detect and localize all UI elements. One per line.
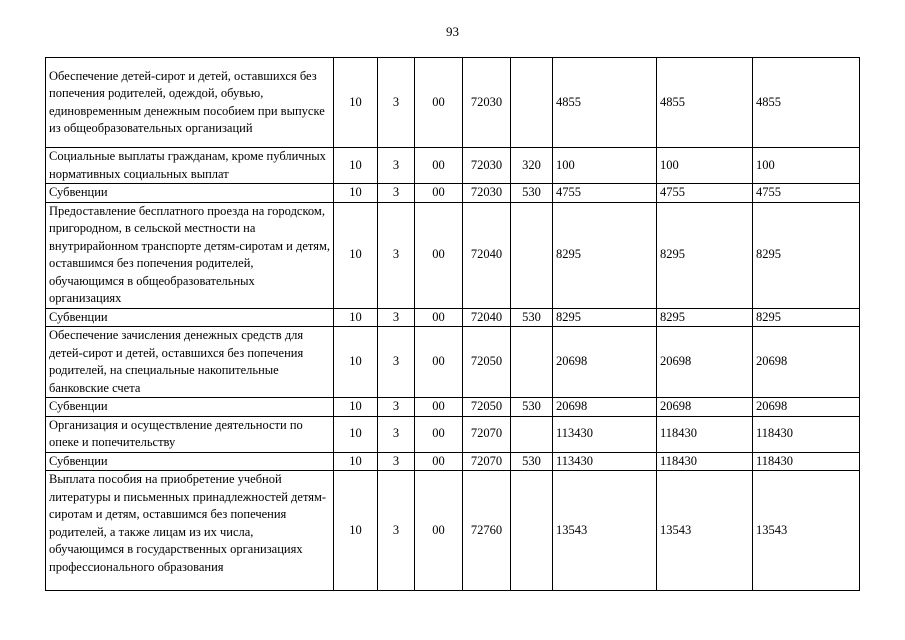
table-row	[46, 58, 860, 148]
section-code-cell: 10	[334, 148, 378, 184]
table-row	[46, 308, 860, 327]
section-code-cell: 10	[334, 327, 378, 398]
subsection-code-cell: 3	[378, 58, 415, 148]
amount-cell-3: 8295	[753, 308, 860, 327]
row-name-cell: Выплата пособия на приобретение учебной литературы и письменных принадлежностей детям-сиротам и детям, оставшимся без попечения родителей, а также лицам из их числа, обучающимся в государственных организациях профессионального образования	[46, 471, 334, 591]
amount-cell-3: 118430	[753, 452, 860, 471]
target-code-cell: 72030	[463, 148, 511, 184]
section-code-cell: 10	[334, 416, 378, 452]
amount-cell-1: 20698	[553, 398, 657, 417]
amount-cell-3: 100	[753, 148, 860, 184]
row-name-cell: Предоставление бесплатного проезда на городском, пригородном, в сельской местности на внутрирайонном транспорте детям-сиротам и детям, оставшимся без попечения родителей, обучающимся в общеобразовательных организациях	[46, 202, 334, 308]
row-name-cell: Социальные выплаты гражданам, кроме публичных нормативных социальных выплат	[46, 148, 334, 184]
row-name-cell: Субвенции	[46, 452, 334, 471]
amount-cell-3: 20698	[753, 398, 860, 417]
amount-cell-3: 4755	[753, 184, 860, 203]
program-code-cell: 00	[415, 327, 463, 398]
row-name-cell: Субвенции	[46, 398, 334, 417]
amount-cell-1: 8295	[553, 202, 657, 308]
amount-cell-3: 118430	[753, 416, 860, 452]
section-code-cell: 10	[334, 184, 378, 203]
target-code-cell: 72040	[463, 308, 511, 327]
table-row	[46, 184, 860, 203]
row-name-cell: Субвенции	[46, 184, 334, 203]
table-row	[46, 398, 860, 417]
amount-cell-1: 100	[553, 148, 657, 184]
program-code-cell: 00	[415, 471, 463, 591]
program-code-cell: 00	[415, 398, 463, 417]
expense-kind-cell	[511, 416, 553, 452]
amount-cell-2: 8295	[657, 308, 753, 327]
subsection-code-cell: 3	[378, 416, 415, 452]
target-code-cell: 72030	[463, 184, 511, 203]
table-row	[46, 327, 860, 398]
target-code-cell: 72030	[463, 58, 511, 148]
row-name-cell: Обеспечение детей-сирот и детей, оставшихся без попечения родителей, одеждой, обувью, единовременным денежным пособием при выпуске из общеобразовательных организаций	[46, 58, 334, 148]
target-code-cell: 72050	[463, 398, 511, 417]
row-name-cell: Субвенции	[46, 308, 334, 327]
amount-cell-3: 4855	[753, 58, 860, 148]
program-code-cell: 00	[415, 184, 463, 203]
amount-cell-3: 8295	[753, 202, 860, 308]
target-code-cell: 72040	[463, 202, 511, 308]
expense-kind-cell: 530	[511, 452, 553, 471]
row-name-cell: Организация и осуществление деятельности по опеке и попечительству	[46, 416, 334, 452]
table-row	[46, 471, 860, 591]
amount-cell-1: 4855	[553, 58, 657, 148]
section-code-cell: 10	[334, 202, 378, 308]
amount-cell-3: 20698	[753, 327, 860, 398]
table-row	[46, 148, 860, 184]
program-code-cell: 00	[415, 308, 463, 327]
amount-cell-2: 20698	[657, 327, 753, 398]
expense-kind-cell: 530	[511, 308, 553, 327]
program-code-cell: 00	[415, 58, 463, 148]
table-row	[46, 416, 860, 452]
amount-cell-2: 4755	[657, 184, 753, 203]
row-name-cell: Обеспечение зачисления денежных средств для детей-сирот и детей, оставшихся без попечения родителей, на специальные накопительные банковские счета	[46, 327, 334, 398]
subsection-code-cell: 3	[378, 148, 415, 184]
expense-kind-cell	[511, 471, 553, 591]
subsection-code-cell: 3	[378, 327, 415, 398]
table-row	[46, 452, 860, 471]
amount-cell-2: 100	[657, 148, 753, 184]
expense-kind-cell	[511, 327, 553, 398]
subsection-code-cell: 3	[378, 471, 415, 591]
subsection-code-cell: 3	[378, 398, 415, 417]
program-code-cell: 00	[415, 452, 463, 471]
amount-cell-2: 8295	[657, 202, 753, 308]
amount-cell-2: 13543	[657, 471, 753, 591]
table-row	[46, 202, 860, 308]
section-code-cell: 10	[334, 398, 378, 417]
amount-cell-1: 13543	[553, 471, 657, 591]
subsection-code-cell: 3	[378, 308, 415, 327]
amount-cell-2: 20698	[657, 398, 753, 417]
amount-cell-1: 113430	[553, 416, 657, 452]
budget-table	[45, 57, 860, 591]
section-code-cell: 10	[334, 308, 378, 327]
amount-cell-1: 8295	[553, 308, 657, 327]
amount-cell-3: 13543	[753, 471, 860, 591]
target-code-cell: 72050	[463, 327, 511, 398]
section-code-cell: 10	[334, 452, 378, 471]
target-code-cell: 72070	[463, 416, 511, 452]
expense-kind-cell	[511, 202, 553, 308]
amount-cell-2: 118430	[657, 416, 753, 452]
amount-cell-2: 118430	[657, 452, 753, 471]
amount-cell-1: 4755	[553, 184, 657, 203]
amount-cell-1: 113430	[553, 452, 657, 471]
subsection-code-cell: 3	[378, 202, 415, 308]
expense-kind-cell: 320	[511, 148, 553, 184]
amount-cell-2: 4855	[657, 58, 753, 148]
expense-kind-cell: 530	[511, 184, 553, 203]
program-code-cell: 00	[415, 202, 463, 308]
section-code-cell: 10	[334, 58, 378, 148]
expense-kind-cell	[511, 58, 553, 148]
target-code-cell: 72760	[463, 471, 511, 591]
program-code-cell: 00	[415, 148, 463, 184]
target-code-cell: 72070	[463, 452, 511, 471]
amount-cell-1: 20698	[553, 327, 657, 398]
section-code-cell: 10	[334, 471, 378, 591]
subsection-code-cell: 3	[378, 452, 415, 471]
page-number: 93	[446, 24, 459, 39]
program-code-cell: 00	[415, 416, 463, 452]
expense-kind-cell: 530	[511, 398, 553, 417]
subsection-code-cell: 3	[378, 184, 415, 203]
